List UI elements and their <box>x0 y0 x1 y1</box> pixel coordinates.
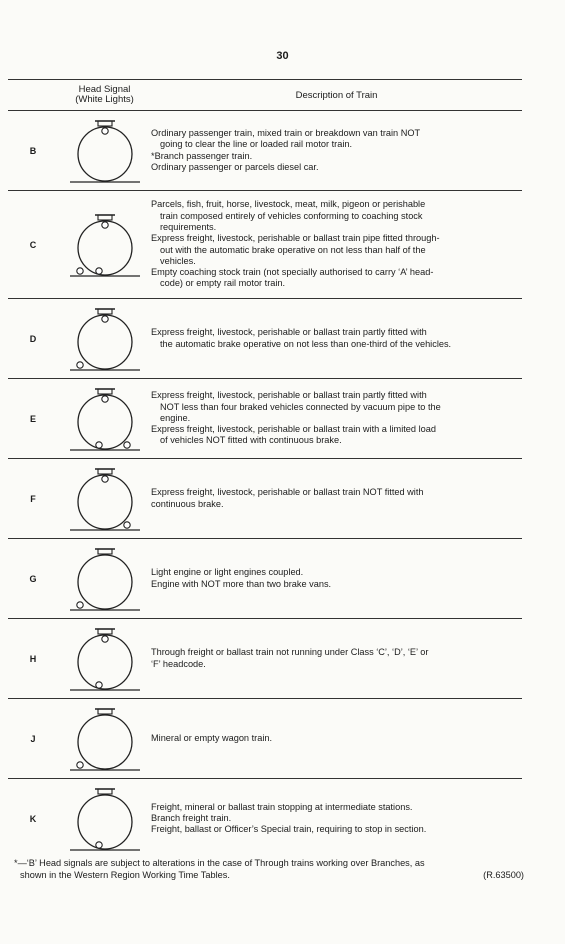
table-row <box>8 379 522 459</box>
description-line: Ordinary passenger train, mixed train or breakdown van train NOT <box>151 127 421 138</box>
head-signal-cell <box>58 619 151 699</box>
header-description: Description of Train <box>151 80 522 111</box>
class-letter: C <box>8 191 58 299</box>
head-signal-cell <box>58 299 151 379</box>
header-signal <box>58 80 151 111</box>
description-line: Ordinary passenger or parcels diesel car. <box>151 161 319 172</box>
class-letter: B <box>8 111 58 191</box>
train-description <box>151 619 522 699</box>
engine-front-diagram <box>65 304 145 374</box>
header-signal-line1: Head Signal <box>78 84 131 95</box>
table-row <box>8 191 522 299</box>
table-row <box>8 619 522 699</box>
description-line: Express freight, livestock, perishable or ballast train partly fitted with <box>151 390 427 401</box>
description-line: Empty coaching stock train (not specially authorised to carry ‘A’ head- <box>151 267 434 278</box>
description-line: continuous brake. <box>151 498 224 509</box>
footnote-line1: *—‘B’ Head signals are subject to alterations in the case of Through trains working over Branches, as <box>14 858 425 868</box>
description-line: going to clear the line or loaded rail motor train. <box>160 139 353 150</box>
head-signal-cell <box>58 111 151 191</box>
lamp-center-icon <box>95 842 101 848</box>
table-row <box>8 779 522 859</box>
description-line: Express freight, livestock, perishable or ballast train NOT fitted with <box>151 487 424 498</box>
lamp-top-icon <box>101 127 107 133</box>
table-body <box>8 111 522 859</box>
description-line: out with the automatic brake operative on not less than half of the <box>160 244 426 255</box>
headcode-table <box>8 79 522 859</box>
smokebox-circle <box>78 127 132 181</box>
smokebox-circle <box>78 475 132 529</box>
description-line: Freight, ballast or Officer’s Special train, requiring to stop in section. <box>151 824 427 835</box>
table-row <box>8 111 522 191</box>
description-line: Branch freight train. <box>151 813 232 824</box>
head-signal-cell <box>58 699 151 779</box>
header-class <box>8 80 58 111</box>
smokebox-circle <box>78 715 132 769</box>
description-line: engine. <box>160 412 191 423</box>
description-line: Parcels, fish, fruit, horse, livestock, meat, milk, pigeon or perishable <box>151 199 426 210</box>
description-line: train composed entirely of vehicles conforming to coaching stock <box>160 210 423 221</box>
description-line: Freight, mineral or ballast train stopping at intermediate stations. <box>151 801 413 812</box>
footnote <box>14 858 524 881</box>
description-line: Express freight, livestock, perishable or ballast train with a limited load <box>151 424 436 435</box>
description-line: *Branch passenger train. <box>151 150 253 161</box>
lamp-left-icon <box>76 267 82 273</box>
smokebox-circle <box>78 795 132 849</box>
train-description <box>151 111 522 191</box>
description-line: Express freight, livestock, perishable or ballast train pipe fitted through- <box>151 233 440 244</box>
description-line: of vehicles NOT fitted with continuous brake. <box>160 435 342 446</box>
smokebox-circle <box>78 221 132 275</box>
table-row <box>8 699 522 779</box>
footnote-line2: shown in the Western Region Working Time Tables. <box>20 869 230 880</box>
train-description <box>151 299 522 379</box>
engine-front-diagram <box>65 116 145 186</box>
footnote-reference: (R.63500) <box>483 869 524 880</box>
lamp-top-icon <box>101 395 107 401</box>
engine-front-diagram <box>65 384 145 454</box>
description-line: code) or empty rail motor train. <box>160 278 286 289</box>
class-letter: G <box>8 539 58 619</box>
engine-front-diagram <box>65 624 145 694</box>
head-signal-cell <box>58 779 151 859</box>
smokebox-circle <box>78 395 132 449</box>
description-line: Light engine or light engines coupled. <box>151 567 304 578</box>
train-description <box>151 191 522 299</box>
class-letter: H <box>8 619 58 699</box>
class-letter: J <box>8 699 58 779</box>
smokebox-circle <box>78 635 132 689</box>
header-signal-line2: (White Lights) <box>75 94 134 105</box>
head-signal-cell <box>58 191 151 299</box>
table-row <box>8 299 522 379</box>
description-line: ‘F’ headcode. <box>151 658 206 669</box>
class-letter: F <box>8 459 58 539</box>
footnote-line2-wrap <box>14 870 524 882</box>
table-row <box>8 539 522 619</box>
head-signal-cell <box>58 539 151 619</box>
lamp-right-icon <box>123 441 129 447</box>
engine-front-diagram <box>65 544 145 614</box>
engine-front-diagram <box>65 784 145 854</box>
engine-front-diagram <box>65 210 145 280</box>
engine-front-diagram <box>65 464 145 534</box>
train-description <box>151 459 522 539</box>
train-description <box>151 699 522 779</box>
description-line: Express freight, livestock, perishable or ballast train partly fitted with <box>151 327 427 338</box>
smokebox-circle <box>78 315 132 369</box>
train-description <box>151 539 522 619</box>
lamp-top-icon <box>101 221 107 227</box>
lamp-center-icon <box>95 681 101 687</box>
lamp-center-icon <box>95 267 101 273</box>
train-description <box>151 779 522 859</box>
engine-front-diagram <box>65 704 145 774</box>
train-description <box>151 379 522 459</box>
description-line: the automatic brake operative on not less than one-third of the vehicles. <box>160 338 452 349</box>
table-row <box>8 459 522 539</box>
description-line: vehicles. <box>160 255 196 266</box>
page-number: 30 <box>276 50 289 62</box>
class-letter: K <box>8 779 58 859</box>
table-header-row <box>8 80 522 111</box>
lamp-top-icon <box>101 635 107 641</box>
smokebox-circle <box>78 555 132 609</box>
description-line: Mineral or empty wagon train. <box>151 732 273 743</box>
description-line: Through freight or ballast train not running under Class ‘C’, ‘D’, ‘E’ or <box>151 647 429 658</box>
description-line: NOT less than four braked vehicles connected by vacuum pipe to the <box>160 401 441 412</box>
lamp-top-icon <box>101 475 107 481</box>
description-line: Engine with NOT more than two brake vans. <box>151 578 332 589</box>
class-letter: E <box>8 379 58 459</box>
lamp-center-icon <box>95 441 101 447</box>
lamp-left-icon <box>76 361 82 367</box>
class-letter: D <box>8 299 58 379</box>
lamp-right-icon <box>123 521 129 527</box>
head-signal-cell <box>58 379 151 459</box>
head-signal-cell <box>58 459 151 539</box>
description-line: requirements. <box>160 221 217 232</box>
lamp-top-icon <box>101 315 107 321</box>
lamp-left-icon <box>76 601 82 607</box>
lamp-left-icon <box>76 761 82 767</box>
